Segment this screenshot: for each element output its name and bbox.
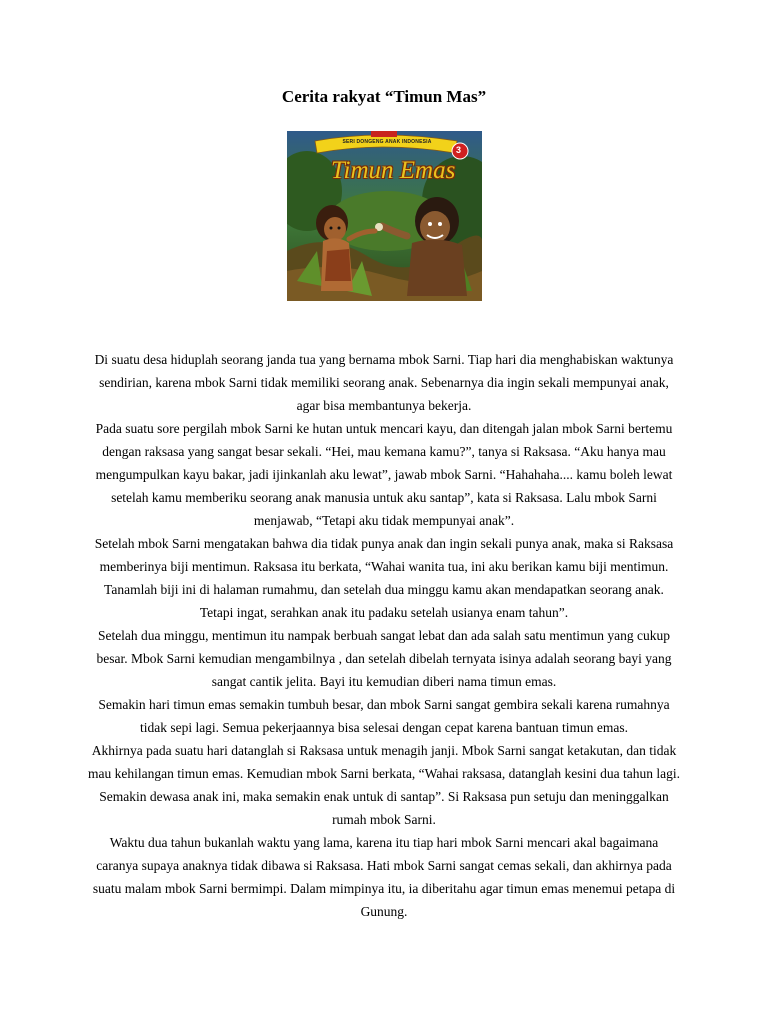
paragraph: Di suatu desa hiduplah seorang janda tua yang bernama mbok Sarni. Tiap hari dia menghabiskan waktunya sendirian, karena mbok Sarni tidak memiliki seorang anak. Sebenarnya dia ingin sekali mempunyai anak, agar bisa membantunya bekerja. [94,352,674,413]
paragraph: Pada suatu sore pergilah mbok Sarni ke hutan untuk mencari kayu, dan ditengah jalan mbok Sarni bertemu dengan raksasa yang sangat besar sekali. “Hei, mau kemana kamu?”, tanya si Raksasa. “Aku hanya mau mengumpulkan kayu bakar, jadi ijinkanlah aku lewat”, jawab mbok Sarni. “Hahahaha.... kamu boleh lewat setelah kamu memberiku seorang anak manusia untuk aku santap”, kata si Raksasa. Lalu mbok Sarni menjawab, “Tetapi aku tidak mempunyai anak”. [95,421,673,528]
story-body [88,348,680,923]
paragraph: Setelah mbok Sarni mengatakan bahwa dia tidak punya anak dan ingin sekali punya anak, maka si Raksasa memberinya biji mentimun. Raksasa itu berkata, “Wahai wanita tua, ini aku berikan kamu biji mentimun. Tanamlah biji ini di halaman rumahmu, dan setelah dua minggu kamu akan mendapatkan seorang anak. Tetapi ingat, serahkan anak itu padaku setelah usianya enam tahun”. [94,536,674,620]
paragraph: Semakin hari timun emas semakin tumbuh besar, dan mbok Sarni sangat gembira sekali karena rumahnya tidak sepi lagi. Semua pekerjaannya bisa selesai dengan cepat karena bantuan timun emas. [98,697,670,735]
cover-volume-number: 3 [456,145,462,155]
cover-series-text: SERI DONGENG ANAK INDONESIA [342,139,432,145]
paragraph: Waktu dua tahun bukanlah waktu yang lama, karena itu tiap hari mbok Sarni mencari akal bagaimana caranya supaya anaknya tidak dibawa si Raksasa. Hati mbok Sarni sangat cemas sekali, dan akhirnya pada suatu malam mbok Sarni bermimpi. Dalam mimpinya itu, ia diberitahu agar timun emas menemui petapa di Gunung. [92,835,676,919]
book-cover-image [287,131,482,301]
book-cover-illustration-icon [287,131,482,301]
paragraph: Akhirnya pada suatu hari datanglah si Raksasa untuk menagih janji. Mbok Sarni sangat ketakutan, dan tidak mau kehilangan timun emas. Kemudian mbok Sarni berkata, “Wahai raksasa, datanglah kesini dua tahun lagi. Semakin dewasa anak ini, maka semakin enak untuk di santap”. Si Raksasa pun setuju dan meninggalkan rumah mbok Sarni. [88,743,680,827]
page-title: Cerita rakyat “Timun Mas” [281,87,487,106]
cover-book-title: Timun Emas [331,157,456,184]
paragraph: Setelah dua minggu, mentimun itu nampak berbuah sangat lebat dan ada salah satu mentimun yang cukup besar. Mbok Sarni kemudian mengambilnya , dan setelah dibelah ternyata isinya adalah seorang bayi yang sangat cantik jelita. Bayi itu kemudian diberi nama timun emas. [96,628,672,689]
